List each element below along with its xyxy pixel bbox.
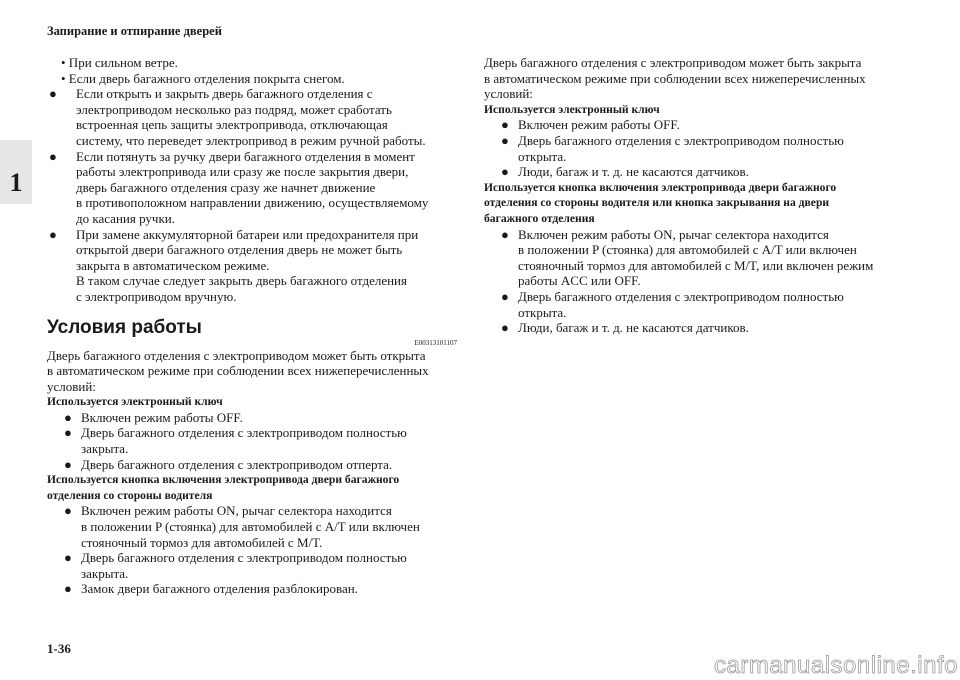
list-item-text: Дверь багажного отделения с электроприводом полностью (81, 550, 407, 566)
bullet-icon: ● (49, 148, 57, 164)
bullet-icon: ● (64, 456, 72, 472)
bullet-icon: ● (501, 132, 509, 148)
list-item-text: Включен режим работы ON, рычаг селектора находится (518, 226, 829, 242)
bullet-icon: ● (64, 550, 72, 566)
list-item-continuation: с электроприводом вручную. (76, 288, 237, 304)
list-item (484, 289, 904, 320)
paragraph-line: Дверь багажного отделения с электроприводом может быть открыта (47, 347, 426, 363)
section-title: Условия работы (47, 316, 202, 338)
page-header-title: Запирание и отпирание дверей (47, 24, 222, 38)
list-item (47, 149, 457, 227)
left-column (47, 55, 457, 597)
list-item (47, 503, 457, 550)
list-item-line (47, 410, 457, 426)
list-item (484, 117, 904, 133)
list-item-text: Включен режим работы ON, рычаг селектора находится (81, 503, 392, 519)
list-item-continuation: систему, что переведет электропривод в режим ручной работы. (76, 132, 426, 148)
condition-heading: отделения со стороны водителя (47, 488, 213, 502)
list-item-continuation: открытой двери багажного отделения дверь не может быть (76, 242, 403, 258)
chapter-number: 1 (9, 168, 23, 197)
list-item-line (47, 86, 457, 102)
sub-list-item: • При сильном ветре. (61, 55, 178, 70)
list-item-continuation: в положении P (стоянка) для автомобилей с A/T или включен (518, 242, 857, 258)
list-item (47, 581, 457, 597)
condition-heading: Используется кнопка включения электропривода двери багажного (484, 180, 837, 194)
list-item-text: Люди, багаж и т. д. не касаются датчиков. (518, 164, 749, 180)
sub-list-item: • Если дверь багажного отделения покрыта снегом. (61, 70, 345, 86)
paragraph-line: в автоматическом режиме при соблюдении всех нижеперечисленных (47, 363, 429, 379)
list-item-continuation: до касания ручки. (76, 210, 175, 226)
list-item-text: Люди, багаж и т. д. не касаются датчиков. (518, 320, 749, 336)
list-item-continuation: стояночный тормоз для автомобилей с M/T. (81, 534, 323, 550)
list-item-text: Дверь багажного отделения с электроприводом полностью (518, 288, 844, 304)
page-number: 1-36 (47, 641, 71, 656)
list-item-text: Если открыть и закрыть дверь багажного отделения с (76, 86, 373, 102)
list-item (484, 227, 904, 289)
list-item (47, 425, 457, 456)
bullet-icon: ● (64, 409, 72, 425)
list-item-text: При замене аккумуляторной батареи или предохранителя при (76, 226, 419, 242)
list-item-continuation: работы ACC или OFF. (518, 273, 641, 289)
list-item-continuation: в противоположном направлении движению, осуществляемому (76, 195, 429, 211)
list-item-continuation: стояночный тормоз для автомобилей с M/T, или включен режим (518, 257, 874, 273)
section-code: E00313101107 (414, 338, 457, 347)
bullet-icon: ● (501, 288, 509, 304)
list-item-text: Дверь багажного отделения с электроприводом полностью (81, 425, 407, 441)
list-item-continuation: закрыта в автоматическом режиме. (76, 257, 270, 273)
paragraph-line: в автоматическом режиме при соблюдении всех нижеперечисленных (484, 70, 866, 86)
list-item-line (484, 133, 904, 149)
list-item-line (484, 227, 904, 243)
list-item-text: Включен режим работы OFF. (81, 409, 243, 425)
bullet-icon: ● (501, 117, 509, 133)
list-item-continuation: в положении P (стоянка) для автомобилей с A/T или включен (81, 519, 420, 535)
bullet-icon: ● (64, 581, 72, 597)
list-item-text: Если потянуть за ручку двери багажного отделения в момент (76, 148, 415, 164)
list-item-text: Дверь багажного отделения с электроприводом отперта. (81, 456, 393, 472)
condition-heading: Используется электронный ключ (47, 395, 223, 409)
list-item-line (47, 425, 457, 441)
paragraph-line: Дверь багажного отделения с электроприводом может быть закрыта (484, 55, 862, 70)
condition-heading: отделения со стороны водителя или кнопка закрывания на двери (484, 196, 830, 210)
list-item (47, 86, 457, 148)
paragraph-line: условий: (47, 378, 96, 394)
list-item-text: Замок двери багажного отделения разблокирован. (81, 581, 358, 597)
list-item-line (484, 320, 904, 336)
list-item-continuation: закрыта. (81, 441, 129, 457)
bullet-icon: ● (501, 164, 509, 180)
list-item-line (484, 289, 904, 305)
list-item-line (484, 117, 904, 133)
list-item-line (47, 227, 457, 243)
right-column (484, 55, 904, 336)
list-item-continuation: встроенная цепь защиты электропривода, отключающая (76, 117, 388, 133)
list-item-text: Дверь багажного отделения с электроприводом полностью (518, 132, 844, 148)
list-item (47, 550, 457, 581)
list-item-text: Включен режим работы OFF. (518, 117, 680, 133)
list-item (47, 410, 457, 426)
list-item-continuation: дверь багажного отделения сразу же начнет движение (76, 179, 376, 195)
list-item-line (47, 550, 457, 566)
list-item-line (47, 149, 457, 165)
list-item-continuation: закрыта. (81, 565, 129, 581)
list-item-continuation: открыта. (518, 304, 567, 320)
list-item-continuation: работы электропривода или сразу же после закрытия двери, (76, 164, 409, 180)
list-item (47, 457, 457, 473)
list-item (484, 133, 904, 164)
list-item (484, 320, 904, 336)
condition-heading: багажного отделения (484, 211, 595, 225)
bullet-icon: ● (64, 425, 72, 441)
list-item-line (484, 164, 904, 180)
list-item (47, 227, 457, 305)
list-item-continuation: открыта. (518, 148, 567, 164)
list-item-continuation: электроприводом несколько раз подряд, может сработать (76, 101, 392, 117)
list-item (484, 164, 904, 180)
condition-heading: Используется электронный ключ (484, 102, 660, 116)
list-item-line (47, 503, 457, 519)
list-item-line (47, 457, 457, 473)
bullet-icon: ● (64, 503, 72, 519)
bullet-icon: ● (501, 320, 509, 336)
bullet-icon: ● (49, 226, 57, 242)
list-item-continuation: В таком случае следует закрыть дверь багажного отделения (76, 273, 407, 289)
paragraph-line: условий: (484, 86, 533, 102)
list-item-line (47, 581, 457, 597)
bullet-icon: ● (49, 86, 57, 102)
condition-heading: Используется кнопка включения электропривода двери багажного (47, 473, 400, 487)
watermark: carmanualsonline.info (714, 652, 958, 679)
bullet-icon: ● (501, 226, 509, 242)
